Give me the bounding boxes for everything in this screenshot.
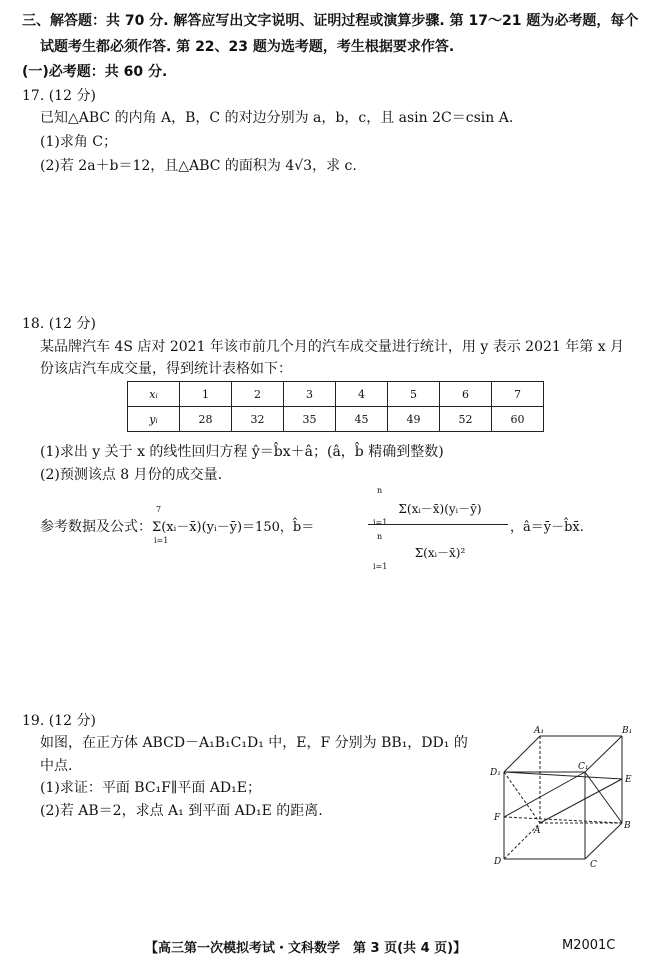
fraction-numerator: Σ(xᵢ－x̄)(yᵢ－ȳ): [398, 502, 482, 516]
page-footer: 【高三第一次模拟考试・文科数学 第 3 页(共 4 页)】: [145, 941, 467, 956]
table-cell: 6: [440, 382, 492, 407]
vertex-label-A: A: [534, 826, 541, 836]
fraction-bar: [368, 524, 508, 525]
q17-part2: (2)若 2a＋b＝12，且△ABC 的面积为 4√3，求 c.: [40, 158, 357, 174]
q19-stem-line2: 中点.: [40, 758, 73, 774]
table-cell: 7: [492, 382, 544, 407]
table-cell: 49: [388, 407, 440, 432]
table-cell: 2: [232, 382, 284, 407]
vertex-label-E: E: [625, 775, 632, 785]
table-cell: 28: [180, 407, 232, 432]
fraction-denominator: Σ(xᵢ－x̄)²: [414, 546, 466, 560]
q18-stem-line2: 份该店汽车成交量，得到统计表格如下：: [40, 361, 292, 377]
q18-part2: (2)预测该点 8 月份的成交量.: [40, 467, 223, 483]
section-header-line1: 三、解答题：共 70 分. 解答应写出文字说明、证明过程或演算步骤. 第 17～21 题为必考题，每个: [22, 13, 639, 29]
q18-reference-tail: ，â＝ȳ－b̂x̄.: [510, 520, 584, 535]
table-row-x: [128, 382, 544, 407]
vertex-label-D1: D₁: [490, 768, 501, 778]
q18-part1: (1)求出 y 关于 x 的线性回归方程 ŷ＝b̂x＋â；(â，b̂ 精确到整数): [40, 444, 444, 460]
paper-code: M2001C: [562, 938, 616, 953]
section-header-line2: 试题考生都必须作答. 第 22、23 题为选考题，考生根据要求作答.: [40, 39, 455, 55]
sum-lower-limit: i=1: [154, 536, 169, 545]
vertex-label-C1: C₁: [578, 762, 589, 772]
table-cell: 1: [180, 382, 232, 407]
subsection-header: (一)必考题：共 60 分.: [22, 64, 168, 80]
q19-stem-line1: 如图，在正方体 ABCD－A₁B₁C₁D₁ 中，E，F 分别为 BB₁，DD₁ 的: [40, 735, 468, 751]
frac-den-upper-limit: n: [377, 532, 383, 541]
vertex-label-C: C: [590, 860, 597, 870]
q19-part1: (1)求证：平面 BC₁F∥平面 AD₁E；: [40, 780, 261, 796]
table-cell: 5: [388, 382, 440, 407]
table-header-x: xᵢ: [128, 382, 180, 407]
table-cell: 32: [232, 407, 284, 432]
table-cell: 52: [440, 407, 492, 432]
table-cell: 35: [284, 407, 336, 432]
q18-reference-label: 参考数据及公式：: [40, 519, 152, 535]
q18-data-table: [127, 381, 544, 432]
vertex-label-A1: A₁: [534, 726, 545, 736]
q17-number: 17. (12 分): [22, 88, 96, 104]
vertex-label-B1: B₁: [622, 726, 633, 736]
table-cell: 45: [336, 407, 388, 432]
q17-part1: (1)求角 C；: [40, 134, 117, 150]
table-cell: 3: [284, 382, 336, 407]
table-row-y: [128, 407, 544, 432]
q19-part2: (2)若 AB＝2，求点 A₁ 到平面 AD₁E 的距离.: [40, 803, 323, 819]
frac-den-lower-limit: i=1: [373, 562, 388, 571]
vertex-label-B: B: [624, 821, 631, 831]
q19-number: 19. (12 分): [22, 713, 96, 729]
vertex-label-D: D: [494, 857, 502, 867]
q18-reference-sum: Σ(xᵢ－x̄)(yᵢ－ȳ)＝150，b̂＝: [152, 520, 315, 535]
vertex-label-F: F: [494, 813, 501, 823]
table-header-y: yᵢ: [128, 407, 180, 432]
sum-upper-limit: 7: [156, 505, 162, 514]
frac-num-lower-limit: i=1: [373, 518, 388, 527]
cube-diagram: [488, 722, 638, 872]
table-cell: 4: [336, 382, 388, 407]
table-cell: 60: [492, 407, 544, 432]
q18-stem-line1: 某品牌汽车 4S 店对 2021 年该市前几个月的汽车成交量进行统计，用 y 表示 2021 年第 x 月: [40, 339, 625, 355]
q17-stem: 已知△ABC 的内角 A，B，C 的对边分别为 a，b，c，且 asin 2C＝csin A.: [40, 110, 514, 126]
frac-num-upper-limit: n: [377, 486, 383, 495]
q18-number: 18. (12 分): [22, 316, 96, 332]
